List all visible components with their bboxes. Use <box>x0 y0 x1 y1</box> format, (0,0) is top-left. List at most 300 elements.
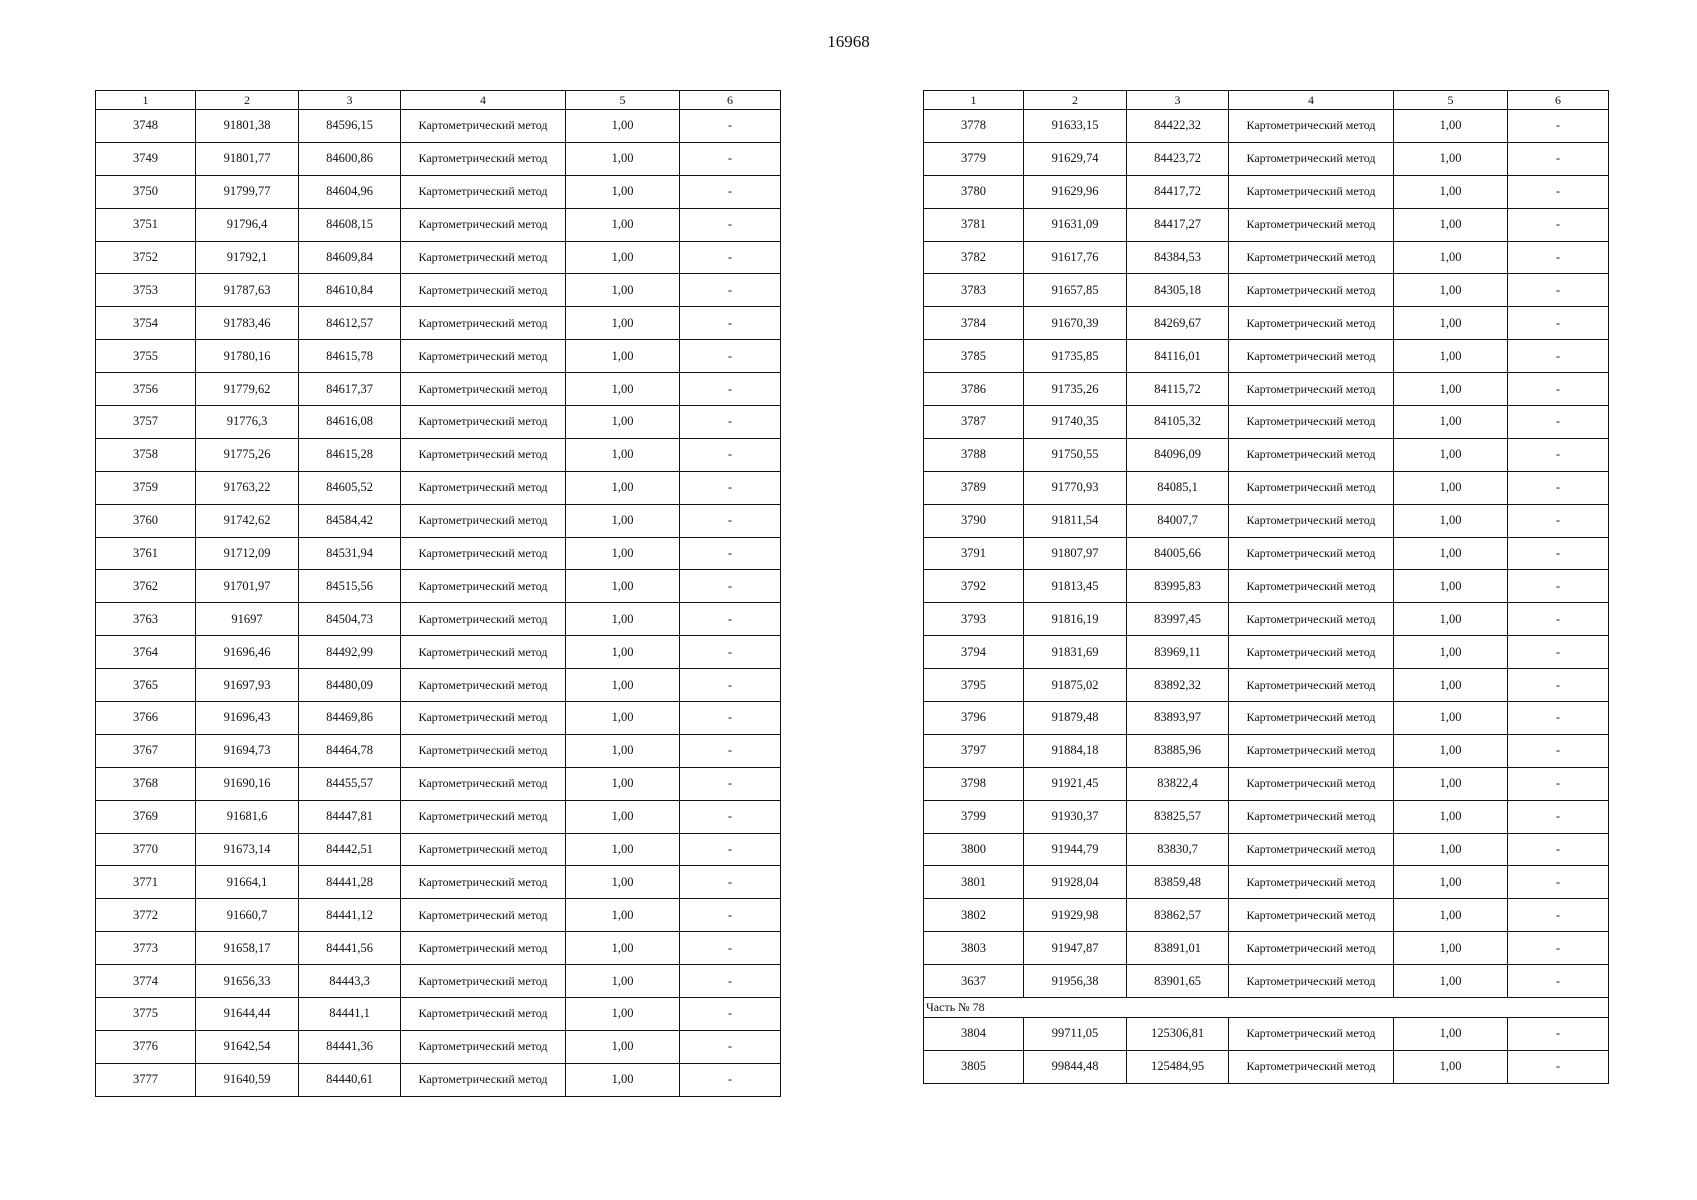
point-number-cell: 3765 <box>96 669 196 702</box>
method-cell: Картометрический метод <box>401 208 566 241</box>
note-cell: - <box>1508 110 1609 143</box>
point-number-cell: 3783 <box>924 274 1024 307</box>
note-cell: - <box>1508 636 1609 669</box>
y-coordinate-cell: 84441,1 <box>299 998 401 1031</box>
point-number-cell: 3751 <box>96 208 196 241</box>
table-row <box>96 636 781 669</box>
point-number-cell: 3750 <box>96 175 196 208</box>
method-cell: Картометрический метод <box>1229 1018 1394 1051</box>
method-cell: Картометрический метод <box>401 274 566 307</box>
x-coordinate-cell: 91642,54 <box>196 1030 299 1063</box>
x-coordinate-cell: 91740,35 <box>1024 406 1127 439</box>
point-number-cell: 3800 <box>924 833 1024 866</box>
y-coordinate-cell: 83997,45 <box>1127 603 1229 636</box>
x-coordinate-cell: 91670,39 <box>1024 307 1127 340</box>
method-cell: Картометрический метод <box>401 142 566 175</box>
y-coordinate-cell: 84442,51 <box>299 833 401 866</box>
note-cell: - <box>680 734 781 767</box>
method-cell: Картометрический метод <box>401 1063 566 1096</box>
method-cell: Картометрический метод <box>401 899 566 932</box>
accuracy-cell: 1,00 <box>566 438 680 471</box>
point-number-cell: 3802 <box>924 899 1024 932</box>
column-header: 4 <box>1229 91 1394 110</box>
x-coordinate-cell: 91813,45 <box>1024 570 1127 603</box>
y-coordinate-cell: 84417,27 <box>1127 208 1229 241</box>
y-coordinate-cell: 84417,72 <box>1127 175 1229 208</box>
y-coordinate-cell: 84584,42 <box>299 504 401 537</box>
x-coordinate-cell: 91928,04 <box>1024 866 1127 899</box>
y-coordinate-cell: 84615,28 <box>299 438 401 471</box>
table-row <box>924 307 1609 340</box>
table-row <box>96 373 781 406</box>
y-coordinate-cell: 84600,86 <box>299 142 401 175</box>
accuracy-cell: 1,00 <box>566 767 680 800</box>
method-cell: Картометрический метод <box>401 307 566 340</box>
y-coordinate-cell: 84441,56 <box>299 932 401 965</box>
y-coordinate-cell: 83901,65 <box>1127 965 1229 998</box>
section-row <box>924 998 1609 1018</box>
accuracy-cell: 1,00 <box>566 866 680 899</box>
column-header: 3 <box>1127 91 1229 110</box>
x-coordinate-cell: 91801,77 <box>196 142 299 175</box>
accuracy-cell: 1,00 <box>566 800 680 833</box>
x-coordinate-cell: 91696,43 <box>196 702 299 735</box>
note-cell: - <box>680 471 781 504</box>
table-row <box>924 965 1609 998</box>
x-coordinate-cell: 91658,17 <box>196 932 299 965</box>
y-coordinate-cell: 84615,78 <box>299 340 401 373</box>
method-cell: Картометрический метод <box>401 438 566 471</box>
x-coordinate-cell: 91783,46 <box>196 307 299 340</box>
table-row <box>924 175 1609 208</box>
note-cell: - <box>1508 734 1609 767</box>
y-coordinate-cell: 84007,7 <box>1127 504 1229 537</box>
note-cell: - <box>680 636 781 669</box>
table-row <box>96 932 781 965</box>
point-number-cell: 3796 <box>924 702 1024 735</box>
method-cell: Картометрический метод <box>1229 438 1394 471</box>
column-header: 6 <box>1508 91 1609 110</box>
table-row <box>924 702 1609 735</box>
accuracy-cell: 1,00 <box>1394 373 1508 406</box>
accuracy-cell: 1,00 <box>566 274 680 307</box>
method-cell: Картометрический метод <box>401 241 566 274</box>
point-number-cell: 3771 <box>96 866 196 899</box>
accuracy-cell: 1,00 <box>566 241 680 274</box>
point-number-cell: 3789 <box>924 471 1024 504</box>
note-cell: - <box>680 1030 781 1063</box>
column-header: 2 <box>196 91 299 110</box>
y-coordinate-cell: 84096,09 <box>1127 438 1229 471</box>
x-coordinate-cell: 91629,74 <box>1024 142 1127 175</box>
y-coordinate-cell: 125484,95 <box>1127 1050 1229 1083</box>
point-number-cell: 3795 <box>924 669 1024 702</box>
x-coordinate-cell: 91801,38 <box>196 110 299 143</box>
point-number-cell: 3749 <box>96 142 196 175</box>
note-cell: - <box>1508 965 1609 998</box>
y-coordinate-cell: 84605,52 <box>299 471 401 504</box>
y-coordinate-cell: 84384,53 <box>1127 241 1229 274</box>
table-row <box>924 734 1609 767</box>
y-coordinate-cell: 83893,97 <box>1127 702 1229 735</box>
table-row <box>96 274 781 307</box>
accuracy-cell: 1,00 <box>566 307 680 340</box>
note-cell: - <box>680 998 781 1031</box>
point-number-cell: 3762 <box>96 570 196 603</box>
table-row <box>924 537 1609 570</box>
y-coordinate-cell: 84455,57 <box>299 767 401 800</box>
y-coordinate-cell: 83859,48 <box>1127 866 1229 899</box>
y-coordinate-cell: 84115,72 <box>1127 373 1229 406</box>
note-cell: - <box>1508 471 1609 504</box>
note-cell: - <box>680 669 781 702</box>
table-row <box>96 669 781 702</box>
y-coordinate-cell: 83825,57 <box>1127 800 1229 833</box>
table-row <box>96 702 781 735</box>
accuracy-cell: 1,00 <box>566 702 680 735</box>
table-row <box>96 110 781 143</box>
table-row <box>96 142 781 175</box>
method-cell: Картометрический метод <box>1229 570 1394 603</box>
table-row <box>96 965 781 998</box>
method-cell: Картометрический метод <box>1229 504 1394 537</box>
y-coordinate-cell: 125306,81 <box>1127 1018 1229 1051</box>
note-cell: - <box>680 603 781 636</box>
note-cell: - <box>1508 1018 1609 1051</box>
accuracy-cell: 1,00 <box>566 570 680 603</box>
note-cell: - <box>1508 1050 1609 1083</box>
point-number-cell: 3785 <box>924 340 1024 373</box>
table-row <box>96 998 781 1031</box>
table-row <box>924 373 1609 406</box>
method-cell: Картометрический метод <box>1229 537 1394 570</box>
point-number-cell: 3753 <box>96 274 196 307</box>
table-row <box>96 471 781 504</box>
method-cell: Картометрический метод <box>1229 899 1394 932</box>
note-cell: - <box>1508 274 1609 307</box>
y-coordinate-cell: 84441,36 <box>299 1030 401 1063</box>
x-coordinate-cell: 91956,38 <box>1024 965 1127 998</box>
x-coordinate-cell: 91775,26 <box>196 438 299 471</box>
x-coordinate-cell: 91681,6 <box>196 800 299 833</box>
table-row <box>96 570 781 603</box>
note-cell: - <box>1508 800 1609 833</box>
accuracy-cell: 1,00 <box>566 1063 680 1096</box>
table-row <box>924 274 1609 307</box>
note-cell: - <box>1508 603 1609 636</box>
x-coordinate-cell: 91701,97 <box>196 570 299 603</box>
method-cell: Картометрический метод <box>401 636 566 669</box>
x-coordinate-cell: 99844,48 <box>1024 1050 1127 1083</box>
note-cell: - <box>680 307 781 340</box>
table-row <box>96 767 781 800</box>
note-cell: - <box>1508 504 1609 537</box>
table-row <box>924 1050 1609 1083</box>
x-coordinate-cell: 91879,48 <box>1024 702 1127 735</box>
point-number-cell: 3764 <box>96 636 196 669</box>
note-cell: - <box>1508 208 1609 241</box>
accuracy-cell: 1,00 <box>566 537 680 570</box>
coordinates-table-right <box>923 90 1609 1084</box>
table-row <box>924 471 1609 504</box>
accuracy-cell: 1,00 <box>1394 438 1508 471</box>
note-cell: - <box>680 406 781 439</box>
note-cell: - <box>680 110 781 143</box>
point-number-cell: 3767 <box>96 734 196 767</box>
x-coordinate-cell: 91656,33 <box>196 965 299 998</box>
accuracy-cell: 1,00 <box>1394 471 1508 504</box>
note-cell: - <box>680 241 781 274</box>
note-cell: - <box>1508 438 1609 471</box>
accuracy-cell: 1,00 <box>1394 307 1508 340</box>
method-cell: Картометрический метод <box>1229 636 1394 669</box>
method-cell: Картометрический метод <box>1229 110 1394 143</box>
point-number-cell: 3754 <box>96 307 196 340</box>
method-cell: Картометрический метод <box>401 570 566 603</box>
table-row <box>924 504 1609 537</box>
x-coordinate-cell: 91780,16 <box>196 340 299 373</box>
method-cell: Картометрический метод <box>401 932 566 965</box>
note-cell: - <box>680 175 781 208</box>
method-cell: Картометрический метод <box>1229 866 1394 899</box>
table-row <box>924 570 1609 603</box>
y-coordinate-cell: 83862,57 <box>1127 899 1229 932</box>
y-coordinate-cell: 84422,32 <box>1127 110 1229 143</box>
method-cell: Картометрический метод <box>401 504 566 537</box>
point-number-cell: 3761 <box>96 537 196 570</box>
method-cell: Картометрический метод <box>401 340 566 373</box>
y-coordinate-cell: 84005,66 <box>1127 537 1229 570</box>
method-cell: Картометрический метод <box>1229 669 1394 702</box>
y-coordinate-cell: 84616,08 <box>299 406 401 439</box>
y-coordinate-cell: 84609,84 <box>299 241 401 274</box>
x-coordinate-cell: 91696,46 <box>196 636 299 669</box>
table-row <box>96 899 781 932</box>
method-cell: Картометрический метод <box>401 833 566 866</box>
y-coordinate-cell: 84608,15 <box>299 208 401 241</box>
accuracy-cell: 1,00 <box>1394 175 1508 208</box>
x-coordinate-cell: 91660,7 <box>196 899 299 932</box>
x-coordinate-cell: 91631,09 <box>1024 208 1127 241</box>
table-row <box>96 406 781 439</box>
x-coordinate-cell: 91697,93 <box>196 669 299 702</box>
table-row <box>924 340 1609 373</box>
method-cell: Картометрический метод <box>401 406 566 439</box>
x-coordinate-cell: 91792,1 <box>196 241 299 274</box>
point-number-cell: 3805 <box>924 1050 1024 1083</box>
note-cell: - <box>1508 406 1609 439</box>
method-cell: Картометрический метод <box>1229 340 1394 373</box>
accuracy-cell: 1,00 <box>566 1030 680 1063</box>
x-coordinate-cell: 91811,54 <box>1024 504 1127 537</box>
point-number-cell: 3801 <box>924 866 1024 899</box>
method-cell: Картометрический метод <box>1229 274 1394 307</box>
accuracy-cell: 1,00 <box>1394 570 1508 603</box>
column-header: 5 <box>1394 91 1508 110</box>
point-number-cell: 3776 <box>96 1030 196 1063</box>
accuracy-cell: 1,00 <box>566 406 680 439</box>
point-number-cell: 3779 <box>924 142 1024 175</box>
section-label: Часть № 78 <box>924 998 1609 1018</box>
y-coordinate-cell: 84604,96 <box>299 175 401 208</box>
method-cell: Картометрический метод <box>401 800 566 833</box>
note-cell: - <box>1508 241 1609 274</box>
y-coordinate-cell: 84515,56 <box>299 570 401 603</box>
accuracy-cell: 1,00 <box>1394 833 1508 866</box>
note-cell: - <box>1508 767 1609 800</box>
method-cell: Картометрический метод <box>401 110 566 143</box>
point-number-cell: 3788 <box>924 438 1024 471</box>
table-row <box>924 767 1609 800</box>
method-cell: Картометрический метод <box>1229 471 1394 504</box>
y-coordinate-cell: 83995,83 <box>1127 570 1229 603</box>
point-number-cell: 3786 <box>924 373 1024 406</box>
method-cell: Картометрический метод <box>401 175 566 208</box>
table-row <box>924 800 1609 833</box>
x-coordinate-cell: 91921,45 <box>1024 767 1127 800</box>
note-cell: - <box>1508 142 1609 175</box>
accuracy-cell: 1,00 <box>566 373 680 406</box>
table-row <box>924 241 1609 274</box>
table-row <box>96 1030 781 1063</box>
note-cell: - <box>680 965 781 998</box>
method-cell: Картометрический метод <box>1229 965 1394 998</box>
method-cell: Картометрический метод <box>1229 603 1394 636</box>
method-cell: Картометрический метод <box>1229 702 1394 735</box>
note-cell: - <box>1508 373 1609 406</box>
table-row <box>924 833 1609 866</box>
note-cell: - <box>1508 833 1609 866</box>
y-coordinate-cell: 84441,12 <box>299 899 401 932</box>
point-number-cell: 3784 <box>924 307 1024 340</box>
note-cell: - <box>1508 702 1609 735</box>
y-coordinate-cell: 84443,3 <box>299 965 401 998</box>
note-cell: - <box>680 899 781 932</box>
point-number-cell: 3756 <box>96 373 196 406</box>
x-coordinate-cell: 91735,26 <box>1024 373 1127 406</box>
table-row <box>924 110 1609 143</box>
note-cell: - <box>1508 175 1609 208</box>
x-coordinate-cell: 91799,77 <box>196 175 299 208</box>
note-cell: - <box>680 504 781 537</box>
column-header: 6 <box>680 91 781 110</box>
point-number-cell: 3797 <box>924 734 1024 767</box>
x-coordinate-cell: 91930,37 <box>1024 800 1127 833</box>
x-coordinate-cell: 91807,97 <box>1024 537 1127 570</box>
x-coordinate-cell: 91742,62 <box>196 504 299 537</box>
coordinates-table-left <box>95 90 781 1097</box>
accuracy-cell: 1,00 <box>1394 504 1508 537</box>
table-row <box>924 406 1609 439</box>
point-number-cell: 3793 <box>924 603 1024 636</box>
accuracy-cell: 1,00 <box>1394 767 1508 800</box>
point-number-cell: 3804 <box>924 1018 1024 1051</box>
note-cell: - <box>680 142 781 175</box>
point-number-cell: 3770 <box>96 833 196 866</box>
accuracy-cell: 1,00 <box>566 504 680 537</box>
accuracy-cell: 1,00 <box>1394 636 1508 669</box>
accuracy-cell: 1,00 <box>1394 965 1508 998</box>
accuracy-cell: 1,00 <box>1394 800 1508 833</box>
note-cell: - <box>1508 866 1609 899</box>
method-cell: Картометрический метод <box>1229 833 1394 866</box>
column-header: 4 <box>401 91 566 110</box>
point-number-cell: 3748 <box>96 110 196 143</box>
method-cell: Картометрический метод <box>1229 208 1394 241</box>
point-number-cell: 3791 <box>924 537 1024 570</box>
method-cell: Картометрический метод <box>401 702 566 735</box>
table-header-row <box>96 91 781 110</box>
method-cell: Картометрический метод <box>1229 1050 1394 1083</box>
method-cell: Картометрический метод <box>1229 406 1394 439</box>
table-row <box>924 899 1609 932</box>
x-coordinate-cell: 91633,15 <box>1024 110 1127 143</box>
point-number-cell: 3773 <box>96 932 196 965</box>
y-coordinate-cell: 84531,94 <box>299 537 401 570</box>
accuracy-cell: 1,00 <box>1394 702 1508 735</box>
x-coordinate-cell: 91750,55 <box>1024 438 1127 471</box>
accuracy-cell: 1,00 <box>1394 899 1508 932</box>
x-coordinate-cell: 91735,85 <box>1024 340 1127 373</box>
x-coordinate-cell: 91694,73 <box>196 734 299 767</box>
method-cell: Картометрический метод <box>1229 241 1394 274</box>
method-cell: Картометрический метод <box>401 603 566 636</box>
point-number-cell: 3763 <box>96 603 196 636</box>
method-cell: Картометрический метод <box>401 965 566 998</box>
accuracy-cell: 1,00 <box>566 636 680 669</box>
accuracy-cell: 1,00 <box>566 208 680 241</box>
point-number-cell: 3759 <box>96 471 196 504</box>
accuracy-cell: 1,00 <box>566 669 680 702</box>
accuracy-cell: 1,00 <box>1394 734 1508 767</box>
note-cell: - <box>680 833 781 866</box>
table-row <box>96 307 781 340</box>
method-cell: Картометрический метод <box>401 998 566 1031</box>
table-row <box>96 734 781 767</box>
method-cell: Картометрический метод <box>401 471 566 504</box>
table-row <box>96 241 781 274</box>
note-cell: - <box>1508 570 1609 603</box>
y-coordinate-cell: 84447,81 <box>299 800 401 833</box>
x-coordinate-cell: 91816,19 <box>1024 603 1127 636</box>
note-cell: - <box>1508 307 1609 340</box>
point-number-cell: 3752 <box>96 241 196 274</box>
accuracy-cell: 1,00 <box>1394 669 1508 702</box>
y-coordinate-cell: 84492,99 <box>299 636 401 669</box>
page-number: 16968 <box>827 32 870 51</box>
accuracy-cell: 1,00 <box>566 833 680 866</box>
y-coordinate-cell: 84105,32 <box>1127 406 1229 439</box>
x-coordinate-cell: 91657,85 <box>1024 274 1127 307</box>
table-row <box>924 866 1609 899</box>
accuracy-cell: 1,00 <box>566 965 680 998</box>
table-header-row <box>924 91 1609 110</box>
accuracy-cell: 1,00 <box>566 932 680 965</box>
column-header: 3 <box>299 91 401 110</box>
accuracy-cell: 1,00 <box>566 471 680 504</box>
table-row <box>924 142 1609 175</box>
accuracy-cell: 1,00 <box>566 603 680 636</box>
table-row <box>924 208 1609 241</box>
note-cell: - <box>680 570 781 603</box>
note-cell: - <box>680 373 781 406</box>
y-coordinate-cell: 84610,84 <box>299 274 401 307</box>
method-cell: Картометрический метод <box>1229 373 1394 406</box>
note-cell: - <box>680 932 781 965</box>
y-coordinate-cell: 83822,4 <box>1127 767 1229 800</box>
y-coordinate-cell: 83891,01 <box>1127 932 1229 965</box>
method-cell: Картометрический метод <box>1229 307 1394 340</box>
